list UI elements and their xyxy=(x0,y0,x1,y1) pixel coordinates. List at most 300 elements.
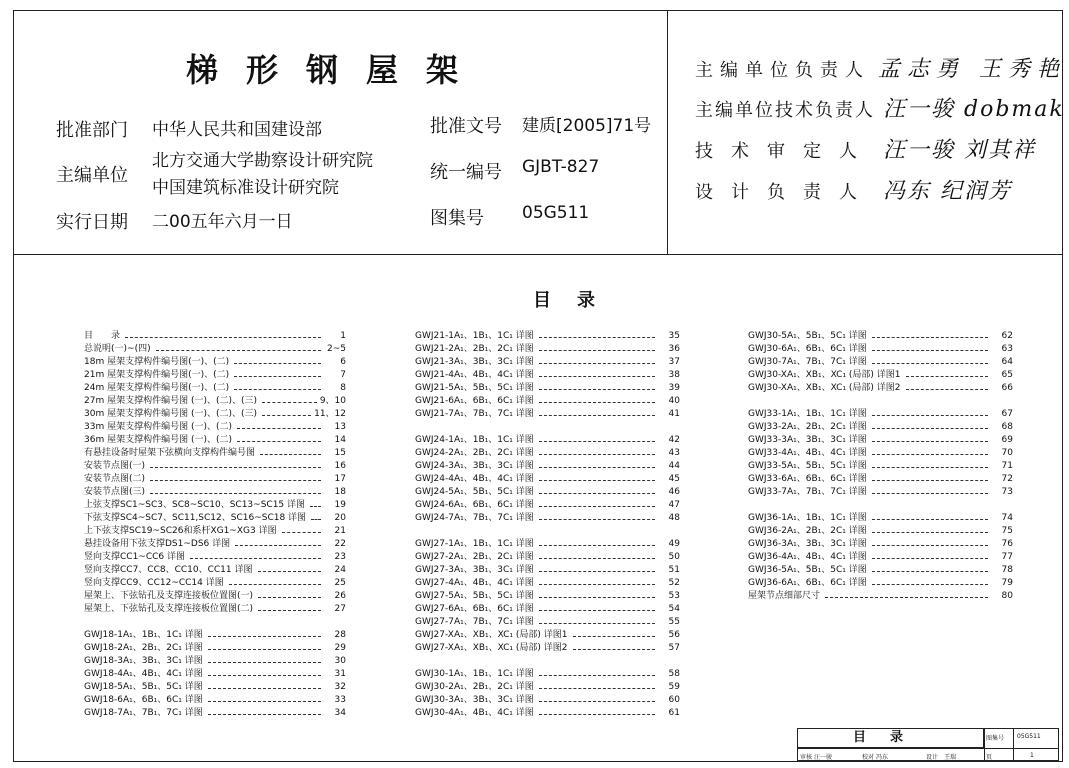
toc-entry-title: GWJ27-6A₁、6B₁、6C₁ 详图 xyxy=(415,604,534,614)
title-block-atlas-no: 05G511 xyxy=(1017,733,1041,740)
toc-entry-title: 下弦支撑SC4~SC7、SC11,SC12、SC16~SC18 详图 xyxy=(84,513,307,523)
toc-entry[interactable] xyxy=(415,642,680,655)
toc-entry-title: GWJ33-3A₁、3B₁、3C₁ 详图 xyxy=(748,435,867,445)
toc-leader xyxy=(208,643,321,650)
toc-entry-title: 悬挂设备用下弦支撑DS1~DS6 详图 xyxy=(84,539,231,549)
toc-gap xyxy=(748,395,1013,408)
toc-entry[interactable] xyxy=(415,447,680,460)
toc-entry-title: GWJ27-5A₁、5B₁、5C₁ 详图 xyxy=(415,591,534,601)
toc-entry-title: 18m 屋架支撑构件编号图(一)、(二) xyxy=(84,357,230,367)
toc-leader xyxy=(872,578,988,585)
toc-entry[interactable] xyxy=(415,512,680,525)
toc-entry[interactable] xyxy=(748,512,1013,525)
toc-entry[interactable] xyxy=(84,668,346,681)
toc-entry[interactable] xyxy=(84,525,346,538)
toc-entry[interactable] xyxy=(415,590,680,603)
toc-entry-title: GWJ18-7A₁、7B₁、7C₁ 详图 xyxy=(84,708,203,718)
toc-entry[interactable] xyxy=(84,538,346,551)
toc-leader xyxy=(872,539,988,546)
toc-leader xyxy=(539,578,655,585)
toc-entry-page: 59 xyxy=(668,682,680,692)
toc-entry-title: 30m 屋架支撑构件编号图 (一)、(二)、(三) xyxy=(84,409,258,419)
toc-entry[interactable] xyxy=(415,486,680,499)
toc-entry-page: 27 xyxy=(334,604,346,614)
toc-leader xyxy=(539,383,655,390)
toc-entry-page: 68 xyxy=(1001,422,1013,432)
toc-entry[interactable] xyxy=(415,551,680,564)
toc-entry-page: 17 xyxy=(334,474,346,484)
toc-entry-title: GWJ33-4A₁、4B₁、4C₁ 详图 xyxy=(748,448,867,458)
toc-leader xyxy=(234,357,321,364)
toc-leader xyxy=(872,331,988,338)
toc-gap xyxy=(84,616,346,629)
toc-entry-page: 34 xyxy=(334,708,346,718)
toc-leader xyxy=(539,344,655,351)
toc-entry-page: 50 xyxy=(668,552,680,562)
atlas-no-value: 05G511 xyxy=(522,203,590,223)
title-block-check-name: 冯东 xyxy=(876,754,889,761)
toc-entry-title: GWJ24-2A₁、2B₁、2C₁ 详图 xyxy=(415,448,534,458)
toc-entry-title: 竖向支撑CC1~CC6 详图 xyxy=(84,552,185,562)
toc-entry-title: 屋架节点细部尺寸 xyxy=(748,591,821,601)
toc-leader xyxy=(539,669,655,676)
title-block-title: 目录 xyxy=(797,728,984,748)
toc-entry-title: 21m 屋架支撑构件编号图(一)、(二) xyxy=(84,370,230,380)
toc-entry[interactable] xyxy=(748,564,1013,577)
toc-leader xyxy=(539,461,655,468)
toc-leader xyxy=(258,604,321,611)
toc-entry[interactable] xyxy=(415,356,680,369)
editor-line-2: 中国建筑标准设计研究院 xyxy=(152,178,339,198)
toc-entry-title: GWJ27-XA₁、XB₁、XC₁ (局部) 详图1 xyxy=(415,630,568,640)
toc-entry-page: 64 xyxy=(1001,357,1013,367)
toc-entry-page: 29 xyxy=(334,643,346,653)
toc-entry-title: GWJ36-4A₁、4B₁、4C₁ 详图 xyxy=(748,552,867,562)
toc-leader xyxy=(872,474,988,481)
toc-entry[interactable] xyxy=(748,473,1013,486)
toc-entry-page: 78 xyxy=(1001,565,1013,575)
toc-entry-title: GWJ33-6A₁、6B₁、6C₁ 详图 xyxy=(748,474,867,484)
toc-entry[interactable] xyxy=(84,655,346,668)
toc-entry-title: GWJ36-6A₁、6B₁、6C₁ 详图 xyxy=(748,578,867,588)
toc-entry-page: 75 xyxy=(1001,526,1013,536)
toc-entry[interactable] xyxy=(748,356,1013,369)
signature-role: 主编单位技术负责人 xyxy=(695,100,875,121)
toc-entry-title: 33m 屋架支撑构件编号图 (一)、(二) xyxy=(84,422,232,432)
toc-entry-title: GWJ18-2A₁、2B₁、2C₁ 详图 xyxy=(84,643,203,653)
toc-entry[interactable] xyxy=(415,330,680,343)
toc-entry[interactable] xyxy=(748,577,1013,590)
toc-leader xyxy=(229,578,321,585)
toc-leader xyxy=(258,565,322,572)
toc-leader xyxy=(539,331,655,338)
toc-entry[interactable] xyxy=(415,382,680,395)
signature-row-1 xyxy=(695,52,1066,83)
toc-entry-title: 安装节点图(一) xyxy=(84,461,146,471)
toc-entry[interactable] xyxy=(415,694,680,707)
toc-entry-page: 47 xyxy=(668,500,680,510)
toc-leader xyxy=(872,552,988,559)
toc-leader xyxy=(208,682,321,689)
approval-no-label: 批准文号 xyxy=(430,116,502,137)
title-block-review-name: 汪一骏 xyxy=(814,754,833,761)
signature-handwriting: 孟志勇 王秀艳 xyxy=(878,57,1066,82)
toc-entry-page: 13 xyxy=(334,422,346,432)
toc-entry[interactable] xyxy=(415,499,680,512)
toc-leader xyxy=(208,708,321,715)
toc-entry-title: 屋架上、下弦钻孔及支撑连接板位置图(一) xyxy=(84,591,254,601)
unified-no-label: 统一编号 xyxy=(430,162,502,183)
toc-entry-page: 41 xyxy=(668,409,680,419)
toc-leader xyxy=(208,669,321,676)
toc-entry-page: 55 xyxy=(668,617,680,627)
toc-leader xyxy=(539,539,655,546)
toc-entry-title: GWJ18-4A₁、4B₁、4C₁ 详图 xyxy=(84,669,203,679)
toc-entry-title: GWJ21-5A₁、5B₁、5C₁ 详图 xyxy=(415,383,534,393)
toc-entry-page: 56 xyxy=(668,630,680,640)
toc-leader xyxy=(906,370,988,377)
toc-entry-page: 42 xyxy=(668,435,680,445)
toc-entry[interactable] xyxy=(84,707,346,720)
toc-leader xyxy=(208,695,321,702)
toc-leader xyxy=(872,487,988,494)
toc-entry-page: 51 xyxy=(668,565,680,575)
toc-entry[interactable] xyxy=(84,590,346,603)
toc-entry-title: GWJ33-1A₁、1B₁、1C₁ 详图 xyxy=(748,409,867,419)
toc-entry[interactable] xyxy=(84,603,346,616)
toc-entry-page: 25 xyxy=(334,578,346,588)
toc-title: 目录 xyxy=(533,290,621,311)
toc-leader xyxy=(573,643,655,650)
toc-leader xyxy=(237,422,321,429)
toc-entry[interactable] xyxy=(84,421,346,434)
signature-row-3 xyxy=(695,133,1036,164)
toc-entry-page: 48 xyxy=(668,513,680,523)
toc-entry-page: 70 xyxy=(1001,448,1013,458)
toc-entry[interactable] xyxy=(84,681,346,694)
title-block-atlas-label: 图集号 xyxy=(986,735,1005,742)
toc-leader xyxy=(125,331,321,338)
toc-entry-page: 24 xyxy=(334,565,346,575)
approval-no-value: 建质[2005]71号 xyxy=(522,116,652,136)
toc-gap xyxy=(748,499,1013,512)
toc-entry[interactable] xyxy=(415,564,680,577)
toc-column-1 xyxy=(84,330,346,720)
toc-entry-title: GWJ27-3A₁、3B₁、3C₁ 详图 xyxy=(415,565,534,575)
effective-date-label: 实行日期 xyxy=(56,212,128,233)
toc-entry-page: 22 xyxy=(334,539,346,549)
toc-entry-page: 52 xyxy=(668,578,680,588)
toc-entry[interactable] xyxy=(84,629,346,642)
title-block-design-name: 王瑞 xyxy=(944,754,957,761)
toc-entry-page: 23 xyxy=(334,552,346,562)
toc-entry[interactable] xyxy=(84,395,346,408)
toc-entry[interactable] xyxy=(748,434,1013,447)
toc-entry-page: 15 xyxy=(334,448,346,458)
toc-entry-page: 38 xyxy=(668,370,680,380)
effective-date-value: 二00五年六月一日 xyxy=(152,212,293,232)
toc-entry[interactable] xyxy=(415,343,680,356)
toc-entry[interactable] xyxy=(748,590,1013,603)
toc-entry[interactable] xyxy=(415,369,680,382)
toc-entry[interactable] xyxy=(748,369,1013,382)
toc-entry-title: GWJ27-1A₁、1B₁、1C₁ 详图 xyxy=(415,539,534,549)
toc-entry-page: 1 xyxy=(340,331,346,341)
toc-leader xyxy=(539,682,655,689)
toc-entry-title: GWJ36-2A₁、2B₁、2C₁ 详图 xyxy=(748,526,867,536)
toc-entry[interactable] xyxy=(84,447,346,460)
toc-entry[interactable] xyxy=(748,343,1013,356)
toc-entry[interactable] xyxy=(84,382,346,395)
toc-entry-title: GWJ24-5A₁、5B₁、5C₁ 详图 xyxy=(415,487,534,497)
toc-entry-title: GWJ30-6A₁、6B₁、6C₁ 详图 xyxy=(748,344,867,354)
toc-entry-title: GWJ21-6A₁、6B₁、6C₁ 详图 xyxy=(415,396,534,406)
toc-leader xyxy=(156,344,321,351)
toc-entry-title: GWJ30-5A₁、5B₁、5C₁ 详图 xyxy=(748,331,867,341)
toc-entry-title: 竖向支撑CC9、CC12~CC14 详图 xyxy=(84,578,224,588)
signature-row-4 xyxy=(695,174,1012,205)
toc-leader xyxy=(539,513,655,520)
toc-entry[interactable] xyxy=(415,603,680,616)
toc-entry-page: 69 xyxy=(1001,435,1013,445)
toc-entry[interactable] xyxy=(748,486,1013,499)
toc-entry-page: 54 xyxy=(668,604,680,614)
toc-entry[interactable] xyxy=(415,577,680,590)
toc-entry[interactable] xyxy=(84,551,346,564)
toc-leader xyxy=(825,591,988,598)
toc-entry-title: 36m 屋架支撑构件编号图 (一)、(二) xyxy=(84,435,232,445)
toc-entry[interactable] xyxy=(415,408,680,421)
toc-leader xyxy=(237,435,321,442)
toc-entry-title: GWJ27-XA₁、XB₁、XC₁ (局部) 详图2 xyxy=(415,643,568,653)
toc-leader xyxy=(539,448,655,455)
title-block-check-label: 校对 xyxy=(862,754,875,761)
toc-column-3 xyxy=(748,330,1013,603)
toc-entry[interactable] xyxy=(748,382,1013,395)
toc-entry-title: GWJ30-4A₁、4B₁、4C₁ 详图 xyxy=(415,708,534,718)
toc-leader xyxy=(539,565,655,572)
toc-entry[interactable] xyxy=(84,343,346,356)
toc-entry-page: 67 xyxy=(1001,409,1013,419)
toc-leader xyxy=(539,552,655,559)
toc-leader xyxy=(872,409,988,416)
editor-label: 主编单位 xyxy=(56,165,128,186)
toc-entry[interactable] xyxy=(84,369,346,382)
toc-entry[interactable] xyxy=(748,525,1013,538)
toc-leader xyxy=(234,370,321,377)
toc-leader xyxy=(208,630,321,637)
toc-leader xyxy=(872,526,988,533)
toc-entry-title: 安装节点图(三) xyxy=(84,487,146,497)
toc-entry[interactable] xyxy=(748,330,1013,343)
toc-leader xyxy=(311,513,321,520)
toc-entry-page: 11、12 xyxy=(314,409,346,419)
toc-entry[interactable] xyxy=(748,408,1013,421)
toc-entry-page: 77 xyxy=(1001,552,1013,562)
toc-entry-title: GWJ18-1A₁、1B₁、1C₁ 详图 xyxy=(84,630,203,640)
toc-entry[interactable] xyxy=(84,499,346,512)
toc-entry[interactable] xyxy=(415,395,680,408)
toc-entry-title: 24m 屋架支撑构件编号图(一)、(二) xyxy=(84,383,230,393)
toc-leader xyxy=(539,409,655,416)
signature-handwriting: 冯东 纪润芳 xyxy=(883,179,1012,204)
toc-leader xyxy=(539,604,655,611)
toc-entry[interactable] xyxy=(415,473,680,486)
toc-entry-title: GWJ21-4A₁、4B₁、4C₁ 详图 xyxy=(415,370,534,380)
toc-leader xyxy=(539,708,655,715)
toc-entry-page: 71 xyxy=(1001,461,1013,471)
toc-entry-title: GWJ21-7A₁、7B₁、7C₁ 详图 xyxy=(415,409,534,419)
toc-gap xyxy=(415,525,680,538)
toc-leader xyxy=(539,617,655,624)
toc-entry-page: 43 xyxy=(668,448,680,458)
toc-entry-title: GWJ18-3A₁、3B₁、3C₁ 详图 xyxy=(84,656,203,666)
toc-entry-page: 40 xyxy=(668,396,680,406)
signature-row-2 xyxy=(695,92,1065,123)
toc-entry[interactable] xyxy=(415,460,680,473)
toc-entry-title: GWJ36-1A₁、1B₁、1C₁ 详图 xyxy=(748,513,867,523)
toc-leader xyxy=(234,383,321,390)
toc-entry[interactable] xyxy=(84,473,346,486)
toc-entry-page: 21 xyxy=(334,526,346,536)
toc-entry[interactable] xyxy=(84,512,346,525)
toc-entry-title: GWJ30-3A₁、3B₁、3C₁ 详图 xyxy=(415,695,534,705)
toc-entry-page: 35 xyxy=(668,331,680,341)
toc-entry-page: 28 xyxy=(334,630,346,640)
toc-leader xyxy=(539,357,655,364)
atlas-no-label: 图集号 xyxy=(430,208,484,229)
toc-leader xyxy=(539,487,655,494)
toc-leader xyxy=(262,409,311,416)
toc-leader xyxy=(573,630,655,637)
toc-entry[interactable] xyxy=(415,434,680,447)
toc-entry[interactable] xyxy=(415,681,680,694)
toc-entry-page: 66 xyxy=(1001,383,1013,393)
title-block-page-label: 页 xyxy=(986,754,993,761)
approval-dept-label: 批准部门 xyxy=(56,120,128,141)
toc-entry[interactable] xyxy=(84,434,346,447)
toc-entry[interactable] xyxy=(748,447,1013,460)
toc-entry-page: 58 xyxy=(668,669,680,679)
toc-entry-page: 33 xyxy=(334,695,346,705)
toc-entry[interactable] xyxy=(84,564,346,577)
toc-entry-title: GWJ18-5A₁、5B₁、5C₁ 详图 xyxy=(84,682,203,692)
toc-entry-page: 31 xyxy=(334,669,346,679)
toc-gap xyxy=(415,421,680,434)
toc-entry-page: 76 xyxy=(1001,539,1013,549)
toc-entry[interactable] xyxy=(84,694,346,707)
toc-leader xyxy=(282,526,321,533)
title-block-review-label: 审核 xyxy=(800,754,813,761)
toc-entry-page: 79 xyxy=(1001,578,1013,588)
toc-leader xyxy=(872,435,988,442)
toc-entry-title: GWJ24-3A₁、3B₁、3C₁ 详图 xyxy=(415,461,534,471)
toc-entry-page: 53 xyxy=(668,591,680,601)
toc-entry-page: 20 xyxy=(334,513,346,523)
signature-handwriting: 汪一骏 dobmak xyxy=(883,97,1065,122)
toc-entry-title: GWJ24-6A₁、6B₁、6C₁ 详图 xyxy=(415,500,534,510)
toc-entry-title: GWJ27-4A₁、4B₁、4C₁ 详图 xyxy=(415,578,534,588)
toc-entry[interactable] xyxy=(84,408,346,421)
toc-entry-title: GWJ36-3A₁、3B₁、3C₁ 详图 xyxy=(748,539,867,549)
toc-entry-title: 总说明(一)~(四) xyxy=(84,344,151,354)
toc-entry[interactable] xyxy=(415,668,680,681)
toc-leader xyxy=(208,656,321,663)
signature-role: 技术审定人 xyxy=(695,141,875,162)
toc-entry-page: 80 xyxy=(1001,591,1013,601)
signature-role: 主编单位负责人 xyxy=(695,60,870,81)
toc-entry[interactable] xyxy=(84,486,346,499)
toc-entry[interactable] xyxy=(84,330,346,343)
toc-entry-page: 57 xyxy=(668,643,680,653)
toc-entry[interactable] xyxy=(748,421,1013,434)
title-block-page-no: 1 xyxy=(1030,752,1034,759)
toc-entry-page: 45 xyxy=(668,474,680,484)
toc-entry-title: GWJ24-4A₁、4B₁、4C₁ 详图 xyxy=(415,474,534,484)
toc-entry[interactable] xyxy=(415,707,680,720)
toc-entry-page: 72 xyxy=(1001,474,1013,484)
toc-entry[interactable] xyxy=(84,577,346,590)
toc-entry-page: 49 xyxy=(668,539,680,549)
toc-entry-page: 39 xyxy=(668,383,680,393)
toc-entry[interactable] xyxy=(84,356,346,369)
toc-entry[interactable] xyxy=(415,616,680,629)
toc-entry-page: 16 xyxy=(334,461,346,471)
page-title: 梯形钢屋架 xyxy=(186,51,487,89)
toc-entry-page: 32 xyxy=(334,682,346,692)
toc-leader xyxy=(150,487,321,494)
header-divider xyxy=(13,254,1063,255)
toc-entry[interactable] xyxy=(84,642,346,655)
toc-entry[interactable] xyxy=(748,551,1013,564)
toc-entry-page: 73 xyxy=(1001,487,1013,497)
toc-entry-title: GWJ21-3A₁、3B₁、3C₁ 详图 xyxy=(415,357,534,367)
toc-leader xyxy=(872,344,988,351)
title-block-design-label: 设计 xyxy=(926,754,939,761)
toc-leader xyxy=(872,565,988,572)
toc-entry-page: 37 xyxy=(668,357,680,367)
toc-entry[interactable] xyxy=(84,460,346,473)
toc-entry-page: 6 xyxy=(340,357,346,367)
toc-entry-page: 46 xyxy=(668,487,680,497)
toc-entry-page: 30 xyxy=(334,656,346,666)
signature-role: 设计负责人 xyxy=(695,182,875,203)
toc-entry-page: 61 xyxy=(668,708,680,718)
toc-leader xyxy=(539,500,655,507)
toc-entry[interactable] xyxy=(415,629,680,642)
toc-entry-page: 9、10 xyxy=(319,396,346,406)
toc-entry-title: GWJ24-7A₁、7B₁、7C₁ 详图 xyxy=(415,513,534,523)
toc-entry-title: GWJ30-XA₁、XB₁、XC₁ (局部) 详图2 xyxy=(748,383,901,393)
toc-entry-page: 14 xyxy=(334,435,346,445)
unified-no-value: GJBT-827 xyxy=(522,157,600,177)
toc-entry-title: GWJ33-7A₁、7B₁、7C₁ 详图 xyxy=(748,487,867,497)
toc-entry-title: 27m 屋架支撑构件编号图 (一)、(二)、(三) xyxy=(84,396,258,406)
toc-leader xyxy=(258,591,321,598)
toc-entry[interactable] xyxy=(415,538,680,551)
toc-entry-page: 44 xyxy=(668,461,680,471)
toc-column-2 xyxy=(415,330,680,720)
toc-leader xyxy=(235,539,321,546)
toc-entry[interactable] xyxy=(748,460,1013,473)
toc-entry[interactable] xyxy=(748,538,1013,551)
toc-leader xyxy=(872,513,988,520)
toc-leader xyxy=(150,474,321,481)
toc-leader xyxy=(872,461,988,468)
toc-entry-page: 63 xyxy=(1001,344,1013,354)
toc-leader xyxy=(260,448,321,455)
toc-entry-page: 36 xyxy=(668,344,680,354)
